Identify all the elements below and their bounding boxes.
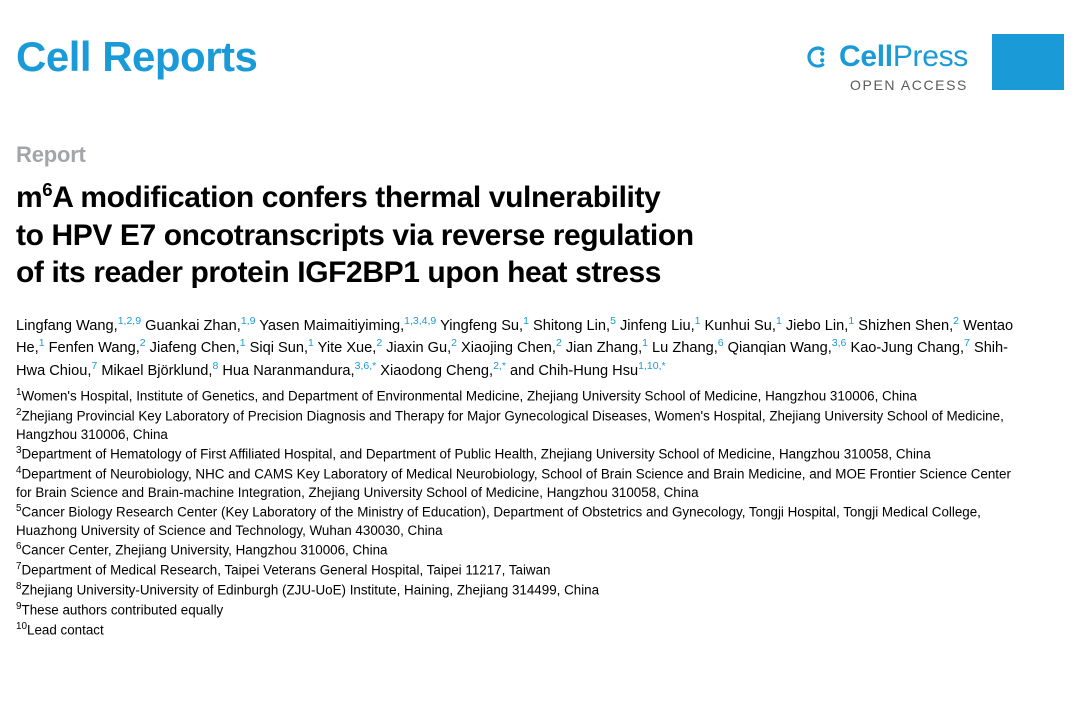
affiliation-text: Women's Hospital, Institute of Genetics, and Department of Environmental Medicine, Zhejiang University School of Medicine, Hangzhou 310006, China [21, 388, 918, 404]
author-affiliation-marker: 2 [139, 337, 146, 350]
author-name: Lu Zhang, [648, 339, 718, 356]
affiliation-text: Department of Medical Research, Taipei Veterans General Hospital, Taipei 11217, Taiwan [21, 562, 551, 578]
author-name: Kao-Jung Chang, [846, 339, 965, 356]
author-list [16, 314, 1016, 382]
cellpress-word-cell: Cell [838, 40, 893, 73]
affiliation-item [16, 444, 1016, 464]
open-access-label: OPEN ACCESS [850, 77, 968, 93]
affiliation-text: Cancer Biology Research Center (Key Laboratory of the Ministry of Education), Department of Obstetrics and Gynecology, Tongji Hospital, Tongji Medical College, Huazhong University of Science and Technology, Wuhan 430030, China [16, 504, 981, 539]
author-name: Siqi Sun, [245, 339, 309, 356]
author-affiliation-marker: 2 [555, 337, 562, 350]
author-affiliation-marker: 1,9 [240, 314, 256, 327]
author-affiliation-marker: 1 [239, 337, 246, 350]
author-affiliation-marker: 3,6,* [354, 359, 377, 372]
affiliation-text: Lead contact [27, 622, 104, 638]
author-name: and Chih-Hung Hsu [505, 362, 639, 379]
cellpress-logo-icon [805, 44, 831, 70]
author-name: Kunhui Su, [700, 317, 776, 334]
author-name: Hua Naranmandura, [218, 362, 355, 379]
author-affiliation-marker: 5 [610, 314, 616, 327]
affiliation-item [16, 620, 1016, 640]
author-affiliation-marker: 3,6 [831, 337, 847, 350]
author-affiliation-marker: 1 [848, 314, 855, 327]
author-affiliation-marker: 1,2,9 [117, 314, 142, 327]
affiliation-text: These authors contributed equally [21, 602, 224, 618]
affiliation-number: 9 [16, 600, 22, 612]
affiliation-item [16, 502, 1016, 540]
author-name: Shizhen Shen, [854, 317, 954, 334]
author-name: Mikael Björklund, [97, 362, 213, 379]
title-line-1 [16, 181, 660, 214]
author-name: Jinfeng Liu, [615, 317, 695, 334]
author-name: Fenfen Wang, [44, 339, 140, 356]
author-name: Jiafeng Chen, [145, 339, 240, 356]
affiliation-item [16, 386, 1016, 406]
affiliation-item [16, 464, 1016, 502]
affiliation-number: 6 [16, 541, 22, 553]
author-affiliation-marker: 1,10,* [638, 359, 666, 372]
affiliation-item [16, 560, 1016, 580]
author-affiliation-marker: 1 [38, 337, 45, 350]
affiliation-number: 7 [16, 561, 22, 573]
article-type: Report [16, 142, 86, 167]
author-name: Yite Xue, [313, 339, 377, 356]
author-name: Yasen Maimaitiyiming, [255, 317, 405, 334]
author-affiliation-marker: 1 [523, 314, 529, 327]
author-affiliation-marker: 1 [642, 337, 648, 350]
affiliation-item [16, 406, 1016, 444]
author-name: Yingfeng Su, [436, 317, 524, 334]
affiliation-text: Zhejiang Provincial Key Laboratory of Precision Diagnosis and Therapy for Major Gynecological Diseases, Women's Hospital, Zhejiang University School of Medicine, Hangzhou 310006, China [16, 408, 1004, 442]
affiliation-item [16, 600, 1016, 620]
affiliation-item [16, 580, 1016, 600]
author-name: Lingfang Wang, [16, 317, 118, 334]
affiliation-number: 2 [16, 407, 22, 419]
author-name: Jiaxin Gu, [382, 339, 452, 356]
masthead-blue-square [992, 34, 1064, 90]
author-name: Shih-Hwa Chiou, [16, 339, 1009, 379]
affiliation-number: 4 [16, 465, 22, 477]
author-name: Qianqian Wang, [723, 339, 832, 356]
affiliation-text: Zhejiang University-University of Edinburgh (ZJU-UoE) Institute, Haining, Zhejiang 314499, China [21, 582, 600, 598]
author-affiliation-marker: 6 [717, 337, 724, 350]
affiliation-number: 8 [16, 581, 22, 593]
author-affiliation-marker: 2 [451, 337, 457, 350]
author-affiliation-marker: 2 [953, 314, 960, 327]
author-affiliation-marker: 1 [775, 314, 782, 327]
affiliation-number: 10 [16, 620, 28, 632]
affiliation-text: Department of Hematology of First Affiliated Hospital, and Department of Public Health, Zhejiang University School of Medicine, Hangzhou 310058, China [21, 446, 931, 462]
author-affiliation-marker: 1,3,4,9 [404, 314, 437, 327]
author-affiliation-marker: 7 [964, 337, 970, 350]
title-m: m [16, 181, 43, 214]
title-line-2: to HPV E7 oncotranscripts via reverse regulation [16, 218, 694, 252]
affiliation-list [16, 386, 1016, 639]
author-name: Shitong Lin, [528, 317, 611, 334]
author-name: Xiaodong Cheng, [376, 362, 494, 379]
author-affiliation-marker: 1 [694, 314, 701, 327]
cellpress-branding [805, 42, 968, 93]
author-affiliation-marker: 2,* [493, 359, 506, 372]
masthead [16, 0, 1064, 112]
title-line-3: of its reader protein IGF2BP1 upon heat stress [16, 256, 662, 289]
cellpress-word-press: Press [892, 40, 968, 73]
affiliation-text: Cancer Center, Zhejiang University, Hangzhou 310006, China [21, 542, 388, 558]
journal-title: Cell Reports [16, 33, 258, 80]
author-name: Jian Zhang, [561, 339, 643, 356]
author-name: Xiaojing Chen, [457, 339, 556, 356]
affiliation-number: 3 [16, 445, 22, 457]
author-name: Wentao He, [16, 317, 1014, 356]
author-name: Guankai Zhan, [141, 317, 241, 334]
affiliation-number: 5 [16, 503, 22, 515]
affiliation-item [16, 540, 1016, 560]
author-affiliation-marker: 2 [376, 337, 383, 350]
author-affiliation-marker: 8 [212, 359, 219, 372]
affiliation-number: 1 [16, 387, 22, 399]
author-name: Jiebo Lin, [781, 317, 849, 334]
author-affiliation-marker: 7 [91, 359, 98, 372]
cellpress-wordmark [839, 42, 968, 72]
affiliation-text: Department of Neurobiology, NHC and CAMS Key Laboratory of Medical Neurobiology, School of Brain Science and Brain Medicine, and MOE Frontier Science Center for Brain Science and Brain-machine Integration, Zhejiang University School of Medicine, Hangzhou 310058, China [16, 466, 1011, 500]
page-title [16, 178, 886, 292]
author-affiliation-marker: 1 [308, 337, 314, 350]
title-line-1-rest: A modification confers thermal vulnerability [52, 181, 661, 214]
title-superscript-6: 6 [42, 179, 53, 200]
